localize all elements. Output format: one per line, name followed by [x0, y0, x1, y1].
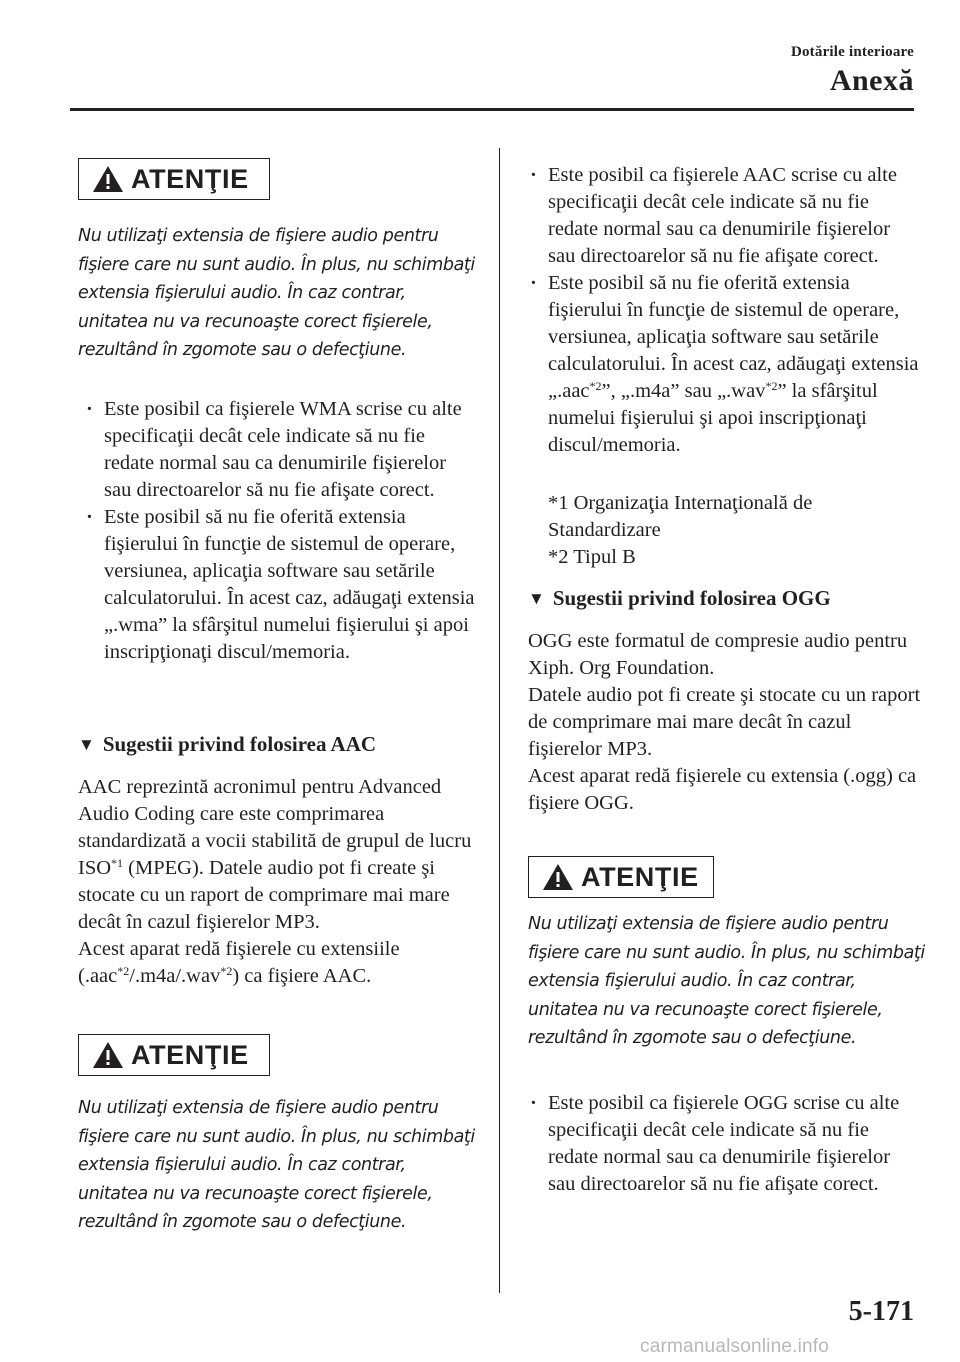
page-number: 5-171	[848, 1296, 914, 1327]
page-header-title: Anexă	[829, 64, 914, 97]
wma-bullet-list	[78, 396, 478, 666]
aac-bullet-list	[522, 162, 922, 459]
ogg-paragraph-3: Acest aparat redă fişierele cu extensia (.ogg) ca fişiere OGG.	[528, 765, 917, 814]
warning-box-1	[78, 158, 270, 200]
ogg-paragraph-2: Datele audio pot fi create şi stocate cu un raport de comprimare mai mare decât în cazul fişierelor MP3.	[528, 684, 921, 760]
ogg-heading	[528, 586, 831, 611]
header-rule	[70, 108, 914, 111]
warning-label: ATENŢIE	[131, 1039, 249, 1070]
footnote-2: *2 Tipul B	[548, 546, 636, 568]
warning-text-1: Nu utilizaţi extensia de fişiere audio pentru fişiere care nu sunt audio. În plus, nu schimbaţi extensia fişierului audio. În caz contrar, unitatea nu va recunoaşte corect fişierele, rezultând în zgomote sau o defecţiune.	[78, 226, 475, 360]
triangle-down-icon: ▼	[528, 588, 545, 608]
warning-triangle-icon	[91, 164, 125, 194]
watermark: carmanualsonline.info	[640, 1336, 830, 1357]
warning-triangle-icon	[91, 1040, 125, 1070]
wma-bullet-2: · Este posibil să nu fie oferită extensia fişierului în funcţie de sistemul de operare, versiunea, aplicaţia software sau setările calculatorului. În acest caz, adăugaţi extensia „.wma” la sfârşitul numelui fişierului şi apoi inscripţionaţi discul/memoria.	[78, 504, 478, 666]
page-header-section: Dotările interioare	[790, 44, 914, 60]
warning-text-2: Nu utilizaţi extensia de fişiere audio pentru fişiere care nu sunt audio. În plus, nu schimbaţi extensia fişierului audio. În caz contrar, unitatea nu va recunoaşte corect fişierele, rezultând în zgomote sau o defecţiune.	[78, 1098, 475, 1232]
ogg-paragraph-1: OGG este formatul de compresie audio pentru Xiph. Org Foundation.	[528, 630, 908, 679]
ogg-bullet-list	[522, 1090, 922, 1198]
warning-box-3	[528, 856, 714, 898]
aac-heading-text: Sugestii privind folosirea AAC	[102, 732, 377, 756]
warning-label: ATENŢIE	[581, 861, 699, 892]
ogg-bullet-1: · Este posibil ca fişierele OGG scrise cu alte specificaţii decât cele indicate să nu fie redate normal sau ca denumirile fişierelor sau directoarelor să nu fie afişate corect.	[522, 1090, 922, 1198]
triangle-down-icon: ▼	[78, 734, 95, 754]
aac-bullet-2: · Este posibil să nu fie oferită extensia fişierului în funcţie de sistemul de operare, versiunea, aplicaţia software sau setările calculatorului. În acest caz, adăugaţi extensia „.aac$^{*2}$”, „.m4a” sau „.wav$^{*2}$” la sfârşitul numelui fişierului şi apoi inscripţionaţi discul/memoria.	[522, 270, 922, 459]
wma-bullet-1: · Este posibil ca fişierele WMA scrise cu alte specificaţii decât cele indicate să nu fie redate normal sau ca denumirile fişierelor sau directoarelor să nu fie afişate corect.	[78, 396, 478, 504]
ogg-heading-text: Sugestii privind folosirea OGG	[552, 586, 831, 610]
warning-text-3: Nu utilizaţi extensia de fişiere audio pentru fişiere care nu sunt audio. În plus, nu schimbaţi extensia fişierului audio. În caz contrar, unitatea nu va recunoaşte corect fişierele, rezultând în zgomote sau o defecţiune.	[528, 914, 925, 1048]
warning-label: ATENŢIE	[131, 163, 249, 194]
warning-triangle-icon	[541, 862, 575, 892]
footnote-1: *1 Organizaţia Internaţională de Standardizare	[548, 492, 813, 541]
aac-heading	[78, 732, 376, 757]
warning-box-2	[78, 1034, 270, 1076]
column-divider	[499, 148, 500, 1293]
aac-bullet-1: · Este posibil ca fişierele AAC scrise cu alte specificaţii decât cele indicate să nu fie redate normal sau ca denumirile fişierelor sau directoarelor să nu fie afişate corect.	[522, 162, 922, 270]
aac-paragraph: AAC reprezintă acronimul pentru Advanced Audio Coding care este comprimarea standardizată a vocii stabilită de grupul de lucru ISO$^{*1}$ (MPEG). Datele audio pot fi create şi stocate cu un raport de comprimare mai mare decât în cazul fişierelor MP3. Acest aparat redă fişierele cu extensiile (.aac$^{*2}$/.m4a/.wav$^{*2}$) ca fişiere AAC.	[78, 776, 472, 987]
